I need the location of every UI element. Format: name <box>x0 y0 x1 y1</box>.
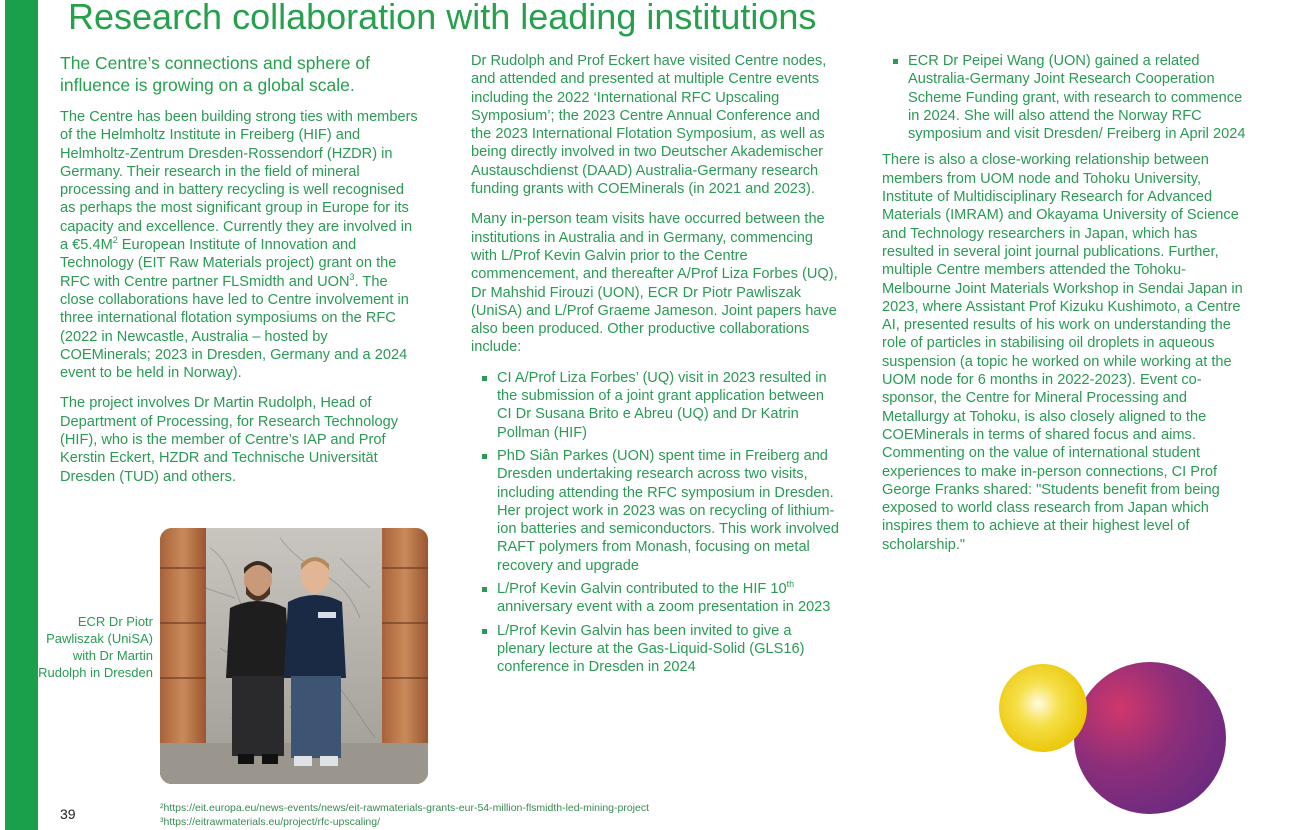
paragraph-ties-text-2: European Institute of Innovation and Technology (EIT Raw Materials project) grant on the RFC with Centre partner FLSmidth and UON <box>60 237 397 290</box>
page-title: Research collaboration with leading institutions <box>68 0 817 37</box>
yellow-orb <box>999 664 1087 752</box>
list-item: PhD Siân Parkes (UON) spent time in Freiberg and Dresden undertaking research across two visits, including attending the RFC symposium in Dresden. Her project work in 2023 was on recycling of lithium-ion batteries and semiconductors. This work involved RAFT polymers from Monash, focusing on metal recovery and upgrade <box>471 447 841 575</box>
paragraph-ties-text-3: . The close collaborations have led to Centre involvement in three international flotation symposiums on the RFC (2022 in Newcastle, Australia – hosted by COEMinerals; 2023 in Dresden, Germany and a 2024 event to be held in Norway). <box>60 273 409 382</box>
footnote-ref-2: 2 <box>112 235 118 246</box>
column-3 <box>882 52 1252 566</box>
photo-two-researchers <box>160 528 428 784</box>
purple-orb <box>1074 662 1226 814</box>
collaborations-list <box>471 369 841 677</box>
paragraph-japan: There is also a close-working relationship between members from UOM node and Tohoku University, Institute of Multidisciplinary Research for Advanced Materials (IMRAM) and Okayama University of Science and Technology researchers in Japan, which has resulted in several joint journal publications. Further, multiple Centre members attended the Tohoku-Melbourne Joint Materials Workshop in Sendai Japan in 2023, where Assistant Prof Kizuku Kushimoto, a Centre AI, presented results of his work on understanding the role of particles in stabilising oil droplets in aqueous suspension (a topic he worked on while working at the UOM node for 6 months in 2022-2023). Event co-sponsor, the Centre for Mineral Processing and Metallurgy at Tohoku, is also closely aligned to the COEMinerals in terms of shared focus and aims. Commenting on the value of international student experiences to make in-person connections, CI Prof George Franks shared: "Students benefit from being exposed to world class research from Japan which inspires them to achieve at their highest level of scholarship." <box>882 152 1243 553</box>
photo-caption: ECR Dr Piotr Pawliszak (UniSA) with Dr Martin Rudolph in Dresden <box>38 614 153 680</box>
list-item-text-2: anniversary event with a zoom presentation in 2023 <box>497 599 831 616</box>
ordinal-suffix: th <box>786 579 795 590</box>
column-1 <box>60 52 420 498</box>
decorative-orbs <box>995 660 1230 820</box>
green-side-bar <box>5 0 38 830</box>
paragraph-ties <box>60 108 420 382</box>
list-item <box>471 580 841 617</box>
list-item: CI A/Prof Liza Forbes’ (UQ) visit in 2023 resulted in the submission of a joint grant application between CI Dr Susana Brito e Abreu (UQ) and Dr Katrin Pollman (HIF) <box>471 369 841 442</box>
list-item-text-1: L/Prof Kevin Galvin contributed to the HIF 10 <box>497 581 787 598</box>
column-2 <box>471 52 841 682</box>
list-item: ECR Dr Peipei Wang (UON) gained a related Australia-Germany Joint Research Cooperation Scheme Funding grant, with research to commence in 2024. She will also attend the Norway RFC symposium and visit Dresden/ Freiberg in April 2024 <box>882 52 1252 143</box>
list-item: L/Prof Kevin Galvin has been invited to give a plenary lecture at the Gas-Liquid-Solid (GLS16) conference in Dresden in 2024 <box>471 622 841 677</box>
column3-list <box>882 52 1252 143</box>
footnote-ref-3: 3 <box>349 271 355 282</box>
lead-paragraph: The Centre’s connections and sphere of influence is growing on a global scale. <box>60 53 371 95</box>
footnote-3[interactable]: ³https://eitrawmaterials.eu/project/rfc-upscaling/ <box>160 816 381 828</box>
footnote-2[interactable]: ²https://eit.europa.eu/news-events/news/eit-rawmaterials-grants-eur-54-million-flsmidth-led-mining-project <box>160 802 650 814</box>
paragraph-visits: Dr Rudolph and Prof Eckert have visited Centre nodes, and attended and presented at multiple Centre events including the 2022 ‘International RFC Upscaling Symposium’; the 2023 Centre Annual Conference and the 2023 International Flotation Symposium, as well as being directly involved in two Deutscher Akademischer Austauschdienst (DAAD) Australia-Germany research funding grants with COEMinerals (in 2021 and 2023). <box>471 53 827 198</box>
paragraph-ties-text-1: The Centre has been building strong ties with members of the Helmholtz Institute in Freiberg (HIF) and Helmholtz-Zentrum Dresden-Rossendorf (HZDR) in Germany. Their research in the field of mineral processing and in battery recycling is well recognised as perhaps the most significant group in Europe for its capacity and excellence. Currently they are involved in a €5.4M <box>60 109 418 254</box>
footnotes <box>160 801 649 829</box>
page-number: 39 <box>60 806 76 822</box>
paragraph-project: The project involves Dr Martin Rudolph, Head of Department of Processing, for Research Technology (HIF), who is the member of Centre’s IAP and Prof Kerstin Eckert, HZDR and Technische Universität Dresden (TUD) and others. <box>60 395 398 485</box>
paragraph-team-visits: Many in-person team visits have occurred between the institutions in Australia and in Germany, commencing with L/Prof Kevin Galvin prior to the Centre commencement, and thereafter A/Prof Liza Forbes (UQ), Dr Mahshid Firouzi (UON), ECR Dr Piotr Pawliszak (UniSA) and L/Prof Graeme Jameson. Joint papers have also been produced. Other productive collaborations include: <box>471 211 838 356</box>
